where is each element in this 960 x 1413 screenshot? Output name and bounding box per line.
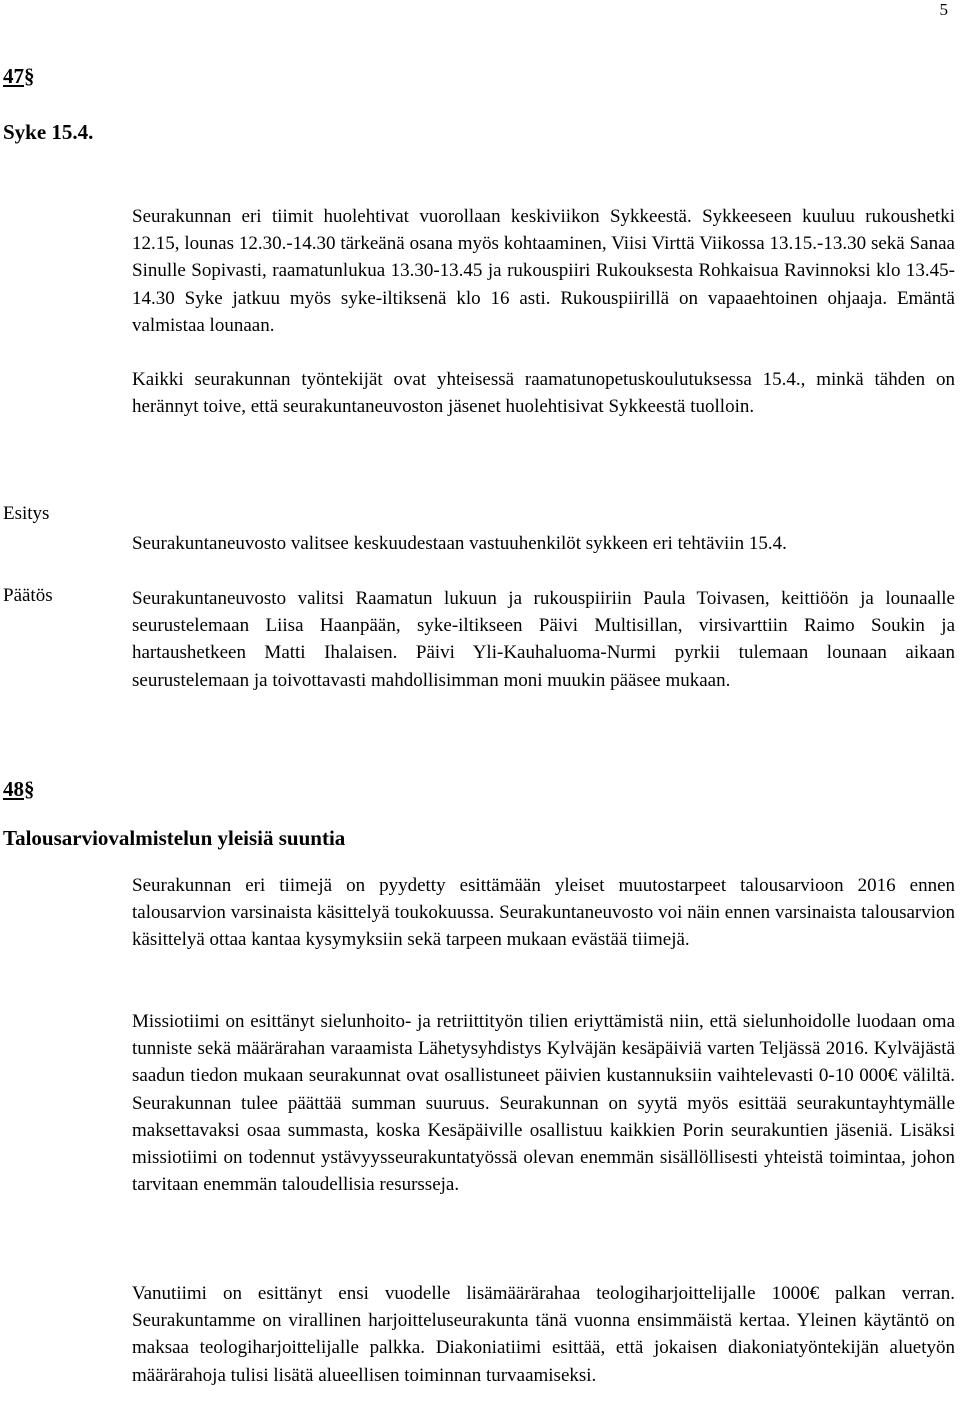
esitys-text: Seurakuntaneuvosto valitsee keskuudestaan vastuuhenkilöt sykkeen eri tehtäviin 15.4. [132,533,787,554]
section-47-paragraph-1: Seurakunnan eri tiimit huolehtivat vuorollaan keskiviikon Sykkeestä. Sykkeeseen kuuluu rukoushetki 12.15, lounas 12.30.-14.30 tärkeänä osana myös kohtaaminen, Viisi Virttä Viikossa 13.15.-13.30 sekä Sanaa Sinulle Sopivasti, raamatunlukua 13.30-13.45 ja rukouspiiri Rukouksesta Rohkaisua Ravinnoksi klo 13.45-14.30 Syke jatkuu myös syke-iltiksenä klo 16 asti. Rukouspiirillä on vapaaehtoinen ohjaaja. Emäntä valmistaa lounaan. [132,206,955,336]
section-48-title: Talousarviovalmistelun yleisiä suuntia [3,826,346,850]
section-47-title: Syke 15.4. [3,120,94,144]
esitys-label: Esitys [3,503,50,524]
section-47-paragraph-2: Kaikki seurakunnan työntekijät ovat yhteisessä raamatunopetuskoulutuksessa 15.4., minkä tähden on herännyt toive, että seurakuntaneuvoston jäsenet huolehtisivat Sykkeestä tuolloin. [132,369,955,418]
section-48-number: 48§ [3,777,35,801]
section-47-number: 47§ [3,64,35,88]
section-48-paragraph-3: Vanutiimi on esittänyt ensi vuodelle lisämäärärahaa teologiharjoittelijalle 1000€ palkan verran. Seurakuntamme on virallinen harjoitteluseurakunta tänä vuonna ensimmäistä kertaa. Yleinen käytäntö on maksaa teologiharjoittelijalle palkka. Diakoniatiimi esittää, että jokaisen diakoniatyöntekijän aluetyön määrärahoja tulisi lisätä alueellisen toiminnan turvaamiseksi. [132,1283,955,1386]
section-48-paragraph-2: Missiotiimi on esittänyt sielunhoito- ja retriittityön tilien eriyttämistä niin, että sielunhoidolle luodaan oma tunniste sekä määrärahan varaamista Lähetysyhdistys Kylväjän kesäpäiviä varten Teljässä 2016. Kylväjästä saadun tiedon mukaan seurakunnat ovat osallistuneet päivien kustannuksiin vaihtelevasti 0-10 000€ väliltä. Seurakunnan tulee päättää summan suuruus. Seurakunnan on syytä myös esittää seurakuntayhtymälle maksettavaksi osaa summasta, koska Kesäpäiville osallistuu kaikkien Porin seurakuntien jäseniä. Lisäksi missiotiimi on todennut ystävyysseurakuntatyössä olevan enemmän sisällöllisesti yhteistä toimintaa, johon tarvitaan enemmän taloudellisia resursseja. [132,1011,955,1196]
page-number: 5 [939,0,948,19]
paatos-text: Seurakuntaneuvosto valitsi Raamatun lukuun ja rukouspiiriin Paula Toivasen, keittiöön ja lounaalle seurustelemaan Liisa Haanpään, syke-iltikseen Päivi Multisillan, virsivarttiin Raimo Soukin ja hartaushetkeen Matti Ihalaisen. Päivi Yli-Kauhaluoma-Nurmi pyrkii tulemaan lounaan aikaan seurustelemaan ja toivottavasti mahdollisimman moni muukin pääsee mukaan. [132,588,955,691]
paatos-label: Päätös [3,585,53,606]
section-48-paragraph-1: Seurakunnan eri tiimejä on pyydetty esittämään yleiset muutostarpeet talousarvioon 2016 ennen talousarvion varsinaista käsittelyä toukokuussa. Seurakuntaneuvosto voi näin ennen varsinaista talousarvion käsittelyä ottaa kantaa kysymyksiin sekä tarpeen mukaan evästää tiimejä. [132,875,955,951]
